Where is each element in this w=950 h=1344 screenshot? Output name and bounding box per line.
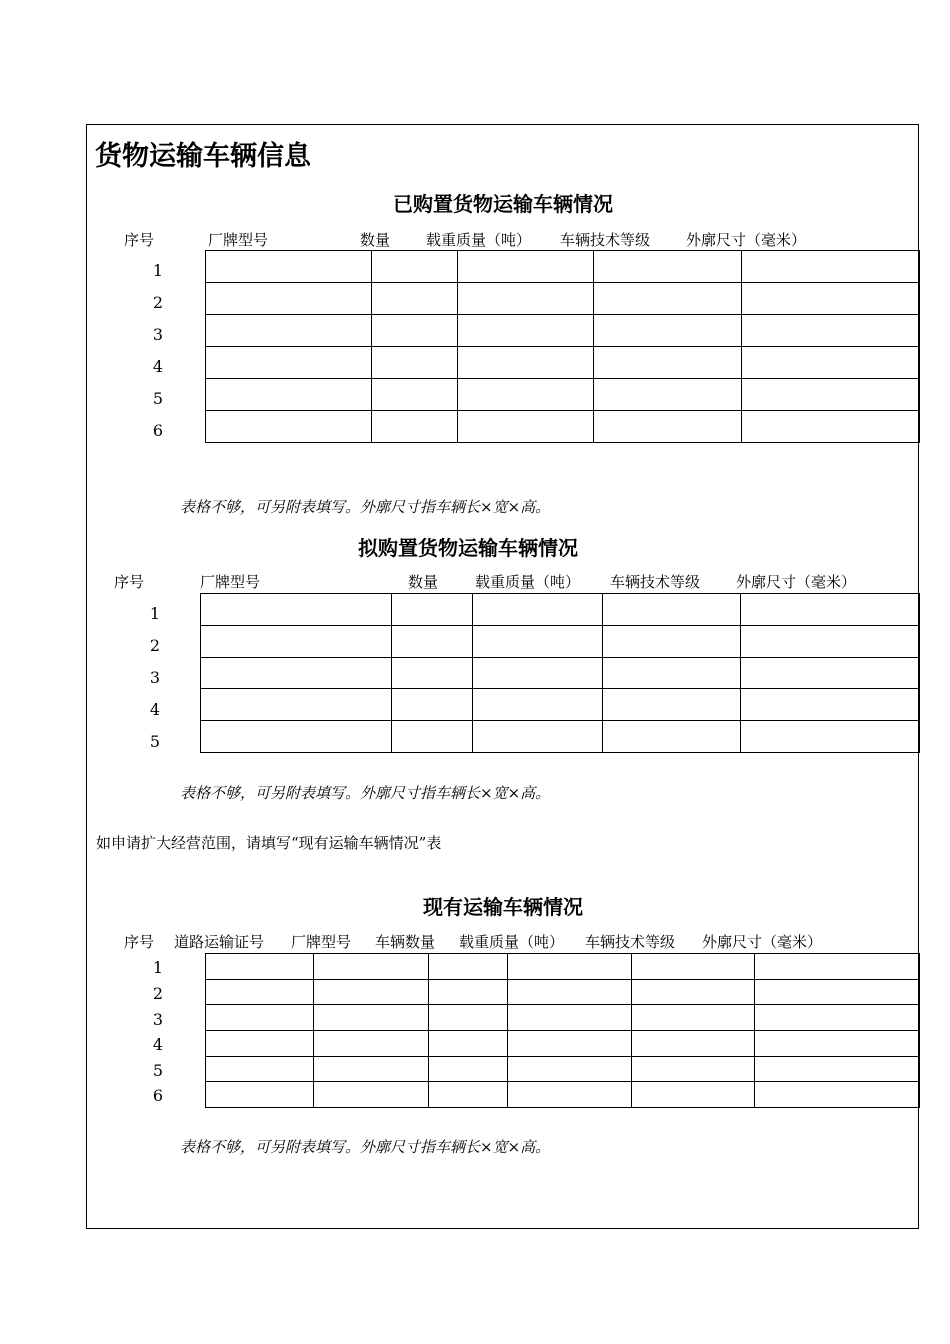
input-cell[interactable] (206, 411, 372, 443)
row-number: 5 (149, 732, 161, 751)
table-row (201, 689, 920, 721)
header-tech-grade: 车辆技术等级 (610, 573, 701, 591)
section-title-purchased: 已购置货物运输车辆情况 (393, 192, 613, 216)
input-cell[interactable] (741, 594, 920, 626)
table-row (201, 657, 920, 689)
input-cell[interactable] (206, 315, 372, 347)
header-quantity: 数量 (360, 231, 391, 249)
header-brand-model: 厂牌型号 (208, 231, 269, 249)
input-cell[interactable] (755, 954, 920, 980)
input-cell[interactable] (755, 979, 920, 1005)
input-cell[interactable] (429, 1030, 508, 1056)
table-row (206, 1056, 920, 1082)
input-cell[interactable] (508, 979, 632, 1005)
header-seq: 序号 (114, 573, 145, 591)
input-cell[interactable] (594, 283, 742, 315)
row-number: 5 (152, 389, 164, 408)
input-cell[interactable] (206, 1082, 314, 1108)
input-cell[interactable] (632, 954, 755, 980)
input-cell[interactable] (458, 315, 594, 347)
row-number: 2 (149, 636, 161, 655)
row-number: 3 (149, 668, 161, 687)
input-cell[interactable] (594, 411, 742, 443)
input-cell[interactable] (458, 379, 594, 411)
section-title-planned: 拟购置货物运输车辆情况 (358, 536, 578, 560)
input-cell[interactable] (632, 1082, 755, 1108)
table-row (206, 979, 920, 1005)
input-cell[interactable] (742, 251, 920, 283)
row-number: 5 (152, 1061, 164, 1080)
input-cell[interactable] (473, 721, 603, 753)
input-cell[interactable] (206, 347, 372, 379)
input-cell[interactable] (508, 1005, 632, 1031)
header-brand-model: 厂牌型号 (200, 573, 261, 591)
row-number: 3 (152, 1010, 164, 1029)
table-row (206, 379, 920, 411)
row-number: 2 (152, 984, 164, 1003)
input-cell[interactable] (429, 1005, 508, 1031)
input-cell[interactable] (206, 283, 372, 315)
input-cell[interactable] (508, 1030, 632, 1056)
header-load-capacity: 载重质量（吨） (426, 231, 532, 249)
input-cell[interactable] (603, 625, 741, 657)
input-cell[interactable] (372, 283, 458, 315)
input-cell[interactable] (314, 954, 429, 980)
input-cell[interactable] (206, 1030, 314, 1056)
input-cell[interactable] (458, 347, 594, 379)
input-cell[interactable] (594, 379, 742, 411)
grid-purchased (205, 250, 920, 443)
header-transport-permit: 道路运输证号 (174, 933, 265, 951)
input-cell[interactable] (201, 721, 392, 753)
input-cell[interactable] (201, 657, 392, 689)
input-cell[interactable] (473, 625, 603, 657)
table-row (206, 251, 920, 283)
row-number: 4 (149, 700, 161, 719)
input-cell[interactable] (206, 1056, 314, 1082)
input-cell[interactable] (594, 315, 742, 347)
input-cell[interactable] (392, 625, 473, 657)
header-tech-grade: 车辆技术等级 (585, 933, 676, 951)
input-cell[interactable] (755, 1005, 920, 1031)
table-row (206, 1005, 920, 1031)
input-cell[interactable] (632, 1030, 755, 1056)
input-cell[interactable] (429, 1056, 508, 1082)
input-cell[interactable] (603, 689, 741, 721)
header-vehicle-count: 车辆数量 (375, 933, 436, 951)
input-cell[interactable] (632, 1056, 755, 1082)
input-cell[interactable] (372, 347, 458, 379)
input-cell[interactable] (741, 657, 920, 689)
input-cell[interactable] (201, 689, 392, 721)
input-cell[interactable] (742, 347, 920, 379)
table-row (206, 315, 920, 347)
grid-planned (200, 593, 920, 753)
input-cell[interactable] (473, 594, 603, 626)
section-title-existing: 现有运输车辆情况 (423, 895, 583, 919)
row-number: 6 (152, 1086, 164, 1105)
input-cell[interactable] (392, 689, 473, 721)
input-cell[interactable] (508, 954, 632, 980)
input-cell[interactable] (206, 379, 372, 411)
input-cell[interactable] (632, 1005, 755, 1031)
table-note: 表格不够，可另附表填写。外廓尺寸指车辆长×宽×高。 (180, 1138, 551, 1156)
table-row (206, 1082, 920, 1108)
input-cell[interactable] (508, 1056, 632, 1082)
input-cell[interactable] (741, 625, 920, 657)
input-cell[interactable] (755, 1082, 920, 1108)
table-row (201, 594, 920, 626)
row-number: 3 (152, 325, 164, 344)
table-row (206, 954, 920, 980)
input-cell[interactable] (742, 315, 920, 347)
input-cell[interactable] (372, 411, 458, 443)
row-number: 6 (152, 421, 164, 440)
row-number: 1 (149, 604, 161, 623)
input-cell[interactable] (392, 721, 473, 753)
table-row (206, 347, 920, 379)
header-dimensions: 外廓尺寸（毫米） (736, 573, 857, 591)
input-cell[interactable] (392, 594, 473, 626)
header-brand-model: 厂牌型号 (291, 933, 352, 951)
header-dimensions: 外廓尺寸（毫米） (702, 933, 823, 951)
input-cell[interactable] (742, 379, 920, 411)
input-cell[interactable] (458, 411, 594, 443)
header-seq: 序号 (124, 231, 155, 249)
input-cell[interactable] (372, 251, 458, 283)
row-number: 1 (152, 261, 164, 280)
input-cell[interactable] (201, 625, 392, 657)
input-cell[interactable] (473, 657, 603, 689)
input-cell[interactable] (603, 657, 741, 689)
table-row (206, 411, 920, 443)
row-number: 4 (152, 357, 164, 376)
header-tech-grade: 车辆技术等级 (560, 231, 651, 249)
input-cell[interactable] (314, 1082, 429, 1108)
input-cell[interactable] (206, 1005, 314, 1031)
header-load-capacity: 载重质量（吨） (475, 573, 581, 591)
input-cell[interactable] (314, 1030, 429, 1056)
input-cell[interactable] (508, 1082, 632, 1108)
input-cell[interactable] (429, 1082, 508, 1108)
header-dimensions: 外廓尺寸（毫米） (686, 231, 807, 249)
input-cell[interactable] (314, 979, 429, 1005)
input-cell[interactable] (741, 689, 920, 721)
input-cell[interactable] (372, 315, 458, 347)
table-row (206, 283, 920, 315)
input-cell[interactable] (594, 347, 742, 379)
input-cell[interactable] (742, 283, 920, 315)
header-seq: 序号 (124, 933, 155, 951)
row-number: 1 (152, 958, 164, 977)
input-cell[interactable] (741, 721, 920, 753)
input-cell[interactable] (206, 251, 372, 283)
input-cell[interactable] (458, 283, 594, 315)
header-load-capacity: 载重质量（吨） (459, 933, 565, 951)
input-cell[interactable] (603, 721, 741, 753)
table-row (201, 625, 920, 657)
row-number: 2 (152, 293, 164, 312)
input-cell[interactable] (742, 411, 920, 443)
input-cell[interactable] (603, 594, 741, 626)
header-quantity: 数量 (408, 573, 439, 591)
input-cell[interactable] (473, 689, 603, 721)
table-row (201, 721, 920, 753)
input-cell[interactable] (458, 251, 594, 283)
input-cell[interactable] (429, 979, 508, 1005)
page-title: 货物运输车辆信息 (95, 141, 311, 172)
input-cell[interactable] (372, 379, 458, 411)
row-number: 4 (152, 1035, 164, 1054)
table-note: 表格不够，可另附表填写。外廓尺寸指车辆长×宽×高。 (180, 498, 551, 516)
input-cell[interactable] (755, 1056, 920, 1082)
table-row (206, 1030, 920, 1056)
input-cell[interactable] (206, 954, 314, 980)
input-cell[interactable] (201, 594, 392, 626)
instruction-text: 如申请扩大经营范围，请填写“现有运输车辆情况”表 (96, 834, 442, 852)
input-cell[interactable] (314, 1005, 429, 1031)
input-cell[interactable] (314, 1056, 429, 1082)
input-cell[interactable] (594, 251, 742, 283)
table-note: 表格不够，可另附表填写。外廓尺寸指车辆长×宽×高。 (180, 784, 551, 802)
input-cell[interactable] (755, 1030, 920, 1056)
input-cell[interactable] (392, 657, 473, 689)
input-cell[interactable] (429, 954, 508, 980)
grid-existing (205, 953, 920, 1108)
input-cell[interactable] (632, 979, 755, 1005)
input-cell[interactable] (206, 979, 314, 1005)
